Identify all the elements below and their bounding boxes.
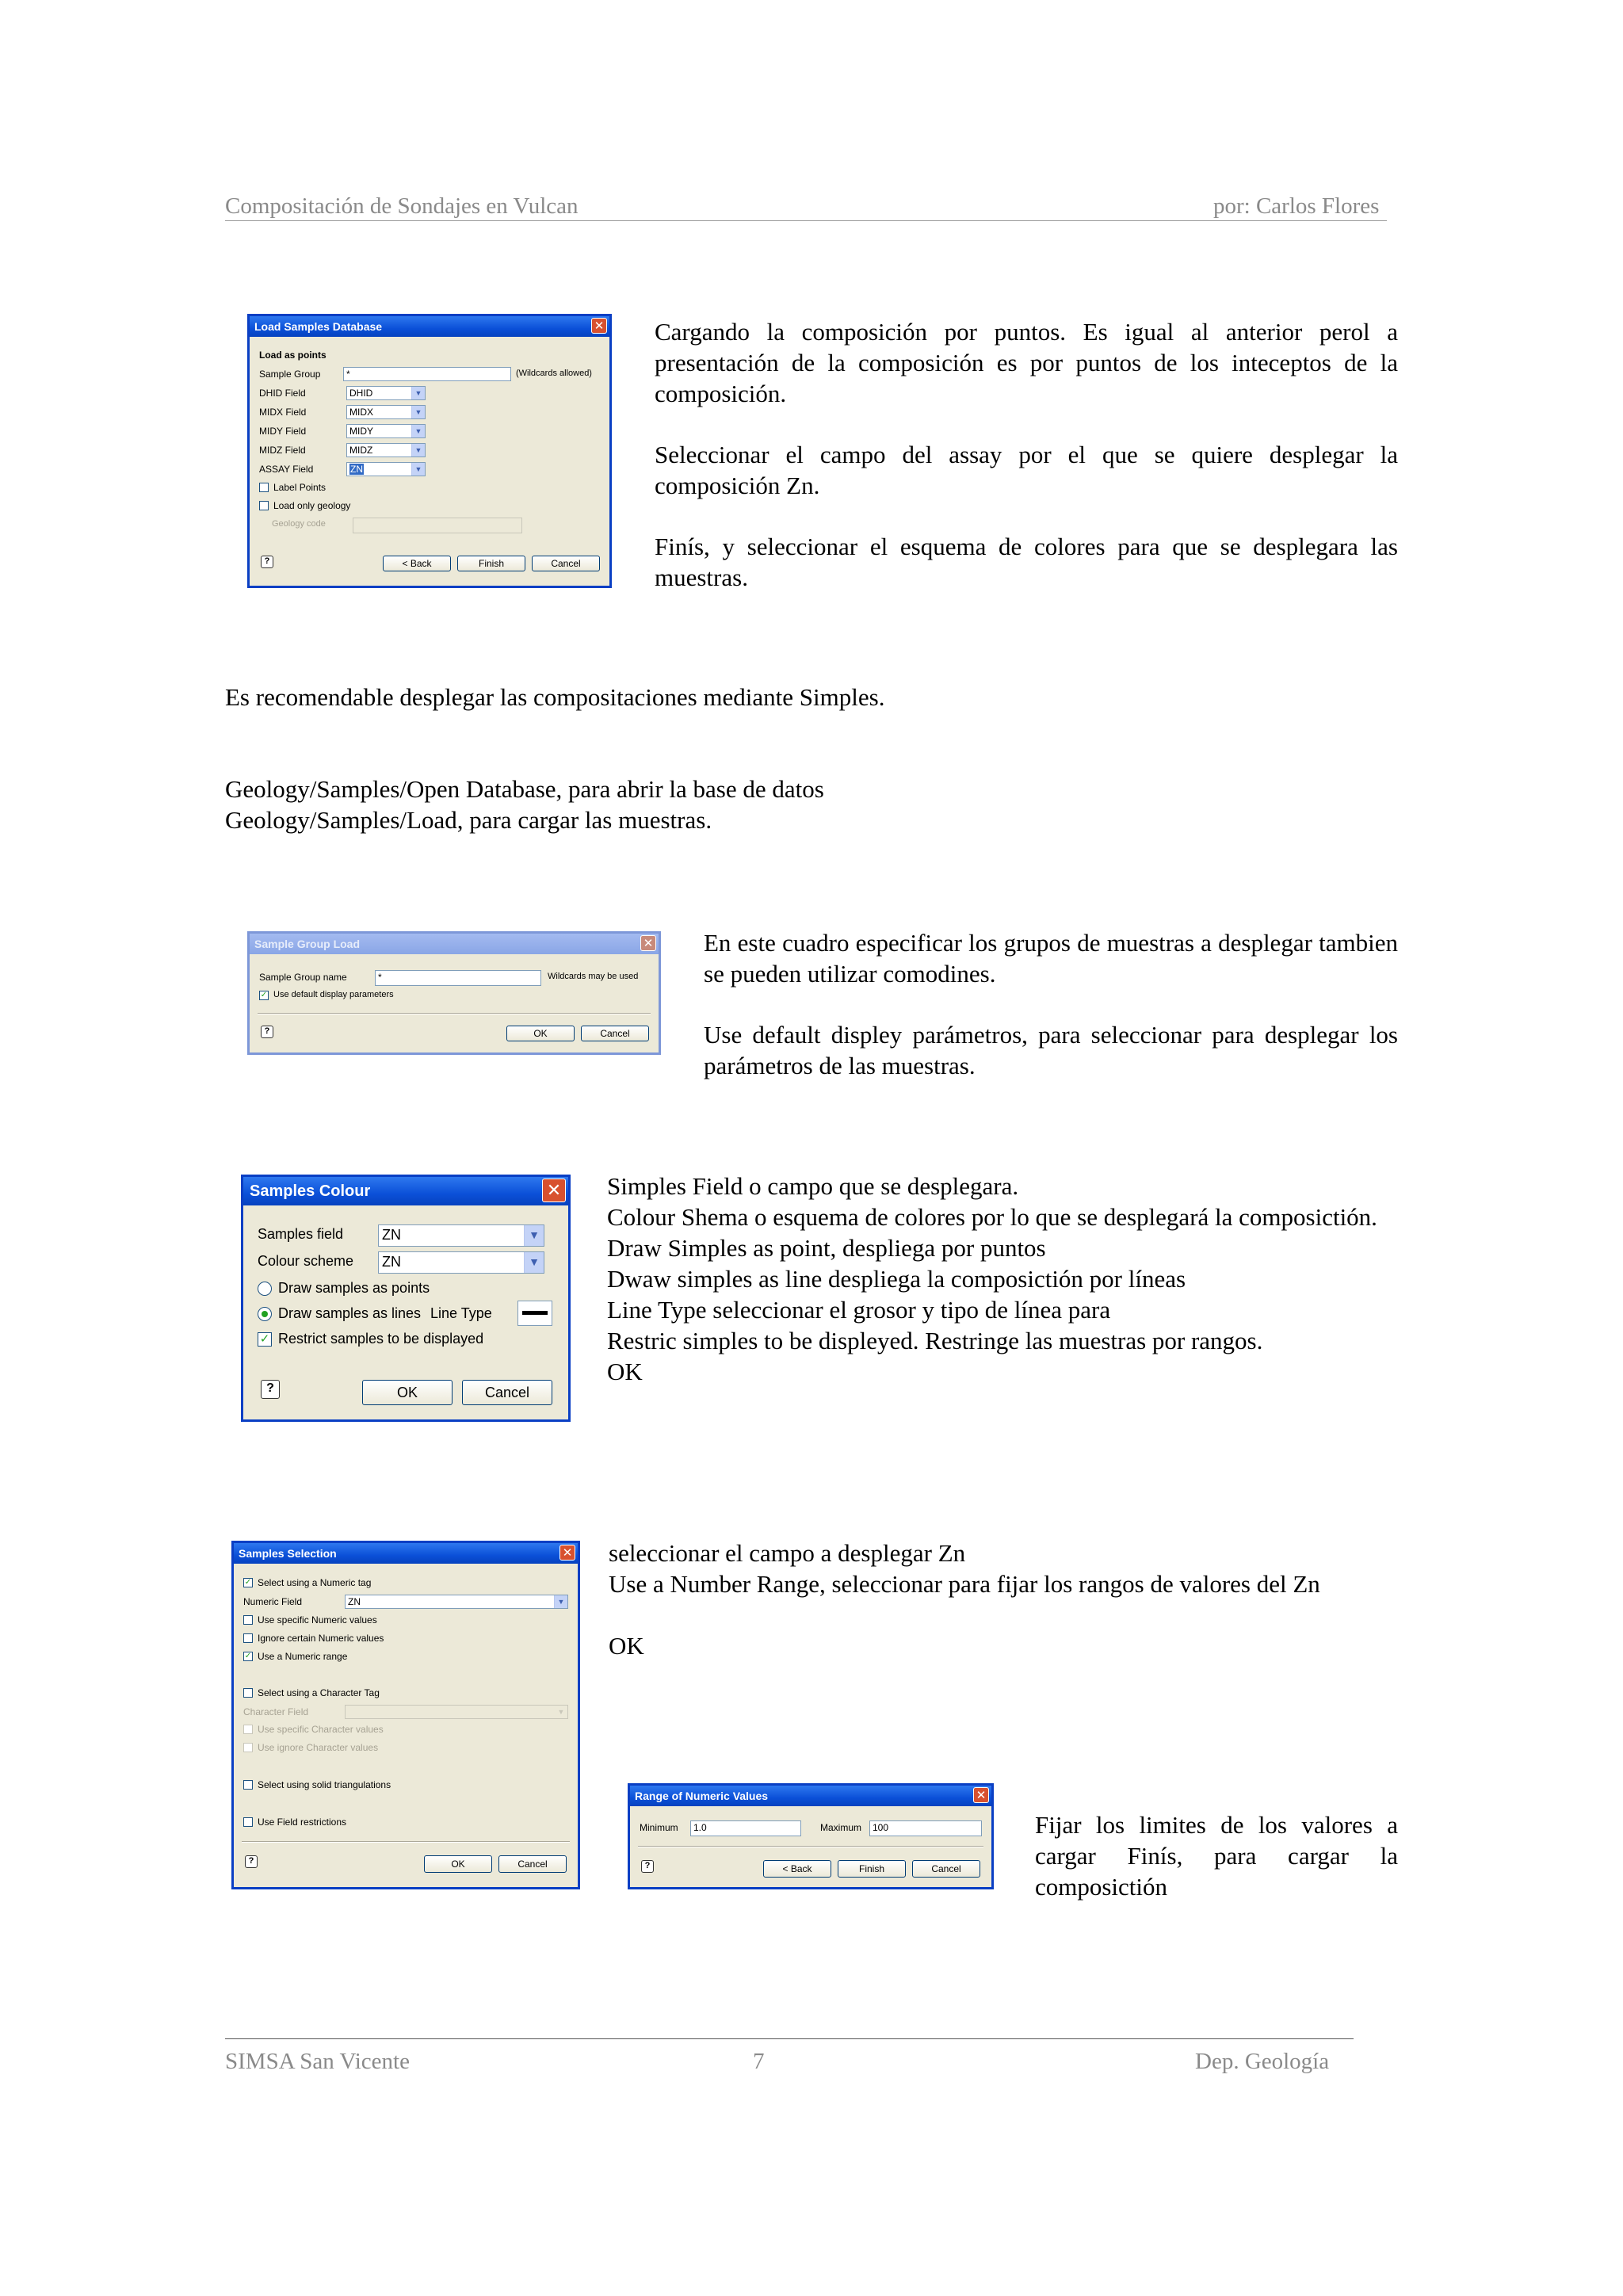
paragraph: Finís, y seleccionar el esquema de colores para que se desplegara las muestras. bbox=[655, 533, 1398, 591]
field-restrictions-checkbox[interactable] bbox=[243, 1817, 253, 1827]
help-icon[interactable]: ? bbox=[641, 1860, 654, 1873]
midy-field-select[interactable] bbox=[346, 424, 426, 438]
section1-text bbox=[655, 316, 1398, 593]
character-tag-label: Select using a Character Tag bbox=[258, 1687, 380, 1698]
field-restrictions-label: Use Field restrictions bbox=[258, 1817, 347, 1828]
select-value: MIDZ bbox=[349, 445, 373, 456]
assay-field-select[interactable] bbox=[346, 462, 426, 476]
header-title: Compositación de Sondajes en Vulcan bbox=[225, 193, 579, 219]
specific-character-checkbox bbox=[243, 1725, 253, 1734]
load-only-geology-label: Load only geology bbox=[273, 500, 351, 511]
dialog-title: Sample Group Load bbox=[254, 938, 361, 950]
numeric-range-checkbox[interactable]: ✓ bbox=[244, 1652, 252, 1660]
field-label-assay: ASSAY Field bbox=[259, 464, 314, 475]
minimum-label: Minimum bbox=[640, 1822, 678, 1833]
cancel-button[interactable]: Cancel bbox=[581, 1026, 649, 1041]
draw-as-points-label: Draw samples as points bbox=[278, 1280, 430, 1296]
section4-text bbox=[609, 1538, 1320, 1661]
field-label-dhid: DHID Field bbox=[259, 388, 306, 399]
numeric-tag-label: Select using a Numeric tag bbox=[258, 1577, 372, 1588]
chevron-down-icon[interactable]: ▼ bbox=[524, 1252, 544, 1273]
solid-triangulations-checkbox[interactable] bbox=[243, 1780, 253, 1790]
help-icon[interactable]: ? bbox=[261, 556, 273, 568]
section3-text bbox=[607, 1171, 1398, 1387]
restrict-samples-label: Restrict samples to be displayed bbox=[278, 1331, 484, 1347]
footer-company: SIMSA San Vicente bbox=[225, 2049, 410, 2074]
numeric-tag-checkbox[interactable]: ✓ bbox=[244, 1578, 252, 1587]
help-icon[interactable]: ? bbox=[245, 1855, 258, 1868]
dialog-titlebar[interactable] bbox=[250, 316, 609, 337]
back-button[interactable]: < Back bbox=[383, 556, 451, 571]
paragraph: Use a Number Range, seleccionar para fijar los rangos de valores del Zn bbox=[609, 1570, 1320, 1598]
character-field-label: Character Field bbox=[243, 1706, 309, 1717]
chevron-down-icon: ▼ bbox=[554, 1706, 567, 1718]
cancel-button[interactable]: Cancel bbox=[462, 1380, 552, 1405]
sample-group-name-label: Sample Group name bbox=[259, 972, 347, 983]
label-points-label: Label Points bbox=[273, 482, 327, 493]
dialog-titlebar[interactable] bbox=[250, 934, 659, 954]
colour-scheme-select[interactable] bbox=[378, 1251, 544, 1274]
select-value: DHID bbox=[349, 388, 373, 399]
dialog-title: Samples Selection bbox=[239, 1547, 337, 1560]
close-icon[interactable]: ✕ bbox=[640, 935, 656, 951]
page-footer bbox=[225, 2038, 1354, 2074]
draw-as-lines-radio[interactable] bbox=[258, 1307, 272, 1321]
dhid-field-select[interactable] bbox=[346, 386, 426, 400]
select-value: ZN bbox=[350, 464, 363, 475]
maximum-label: Maximum bbox=[820, 1822, 862, 1833]
dialog-title: Range of Numeric Values bbox=[635, 1790, 769, 1802]
paragraph: OK bbox=[609, 1632, 644, 1660]
section-label: Load as points bbox=[259, 350, 327, 361]
specific-numeric-label: Use specific Numeric values bbox=[258, 1614, 377, 1626]
line-type-label: Line Type bbox=[430, 1305, 492, 1321]
range-numeric-values-dialog bbox=[628, 1783, 994, 1889]
paragraph: Line Type seleccionar el grosor y tipo de línea para bbox=[607, 1296, 1111, 1324]
paragraph: Use default displey parámetros, para seleccionar para desplegar los parámetros de las muestras. bbox=[704, 1021, 1398, 1079]
paragraph: En este cuadro especificar los grupos de muestras a desplegar tambien se pueden utilizar comodines. bbox=[704, 929, 1398, 988]
close-icon[interactable]: ✕ bbox=[591, 318, 607, 334]
load-samples-database-dialog bbox=[247, 314, 612, 588]
paragraph: Cargando la composición por puntos. Es igual al anterior perol a presentación de la composición es por puntos de los inteceptos de la composición. bbox=[655, 318, 1398, 407]
intro-line-3: Geology/Samples/Load, para cargar las muestras. bbox=[225, 806, 712, 834]
help-icon[interactable]: ? bbox=[261, 1026, 273, 1038]
footer-department: Dep. Geología bbox=[1195, 2049, 1330, 2074]
colour-scheme-label: Colour scheme bbox=[258, 1253, 354, 1269]
sample-group-name-input[interactable]: * bbox=[375, 970, 541, 986]
dialog-titlebar[interactable] bbox=[630, 1786, 991, 1806]
separator bbox=[242, 1841, 570, 1843]
paragraph: Simples Field o campo que se desplegara. bbox=[607, 1172, 1019, 1200]
field-label-midx: MIDX Field bbox=[259, 407, 307, 418]
chevron-down-icon[interactable]: ▼ bbox=[411, 387, 425, 399]
maximum-input[interactable]: 100 bbox=[869, 1820, 982, 1836]
intro-line-1: Es recomendable desplegar las compositaciones mediante Simples. bbox=[225, 683, 885, 711]
paragraph: Dwaw simples as line despliega la composictión por líneas bbox=[607, 1265, 1186, 1293]
field-label-midz: MIDZ Field bbox=[259, 445, 306, 456]
specific-numeric-checkbox[interactable] bbox=[243, 1615, 253, 1625]
chevron-down-icon[interactable]: ▼ bbox=[554, 1595, 567, 1608]
line-type-swatch[interactable] bbox=[517, 1301, 552, 1326]
use-default-display-checkbox[interactable]: ✓ bbox=[260, 991, 268, 999]
numeric-field-label: Numeric Field bbox=[243, 1596, 303, 1607]
ok-button[interactable]: OK bbox=[424, 1855, 492, 1873]
samples-field-select[interactable] bbox=[378, 1224, 544, 1247]
select-value: MIDY bbox=[349, 426, 373, 437]
dialog-title: Samples Colour bbox=[250, 1182, 371, 1200]
select-value: ZN bbox=[348, 1596, 361, 1607]
ignore-character-checkbox bbox=[243, 1743, 253, 1752]
dialog-titlebar[interactable] bbox=[243, 1177, 568, 1205]
sample-group-load-dialog bbox=[247, 931, 661, 1055]
finish-button[interactable]: Finish bbox=[838, 1860, 906, 1878]
character-tag-checkbox[interactable] bbox=[243, 1688, 253, 1698]
geology-code-input bbox=[353, 518, 522, 533]
field-label-midy: MIDY Field bbox=[259, 426, 307, 437]
cancel-button[interactable]: Cancel bbox=[498, 1855, 567, 1873]
paragraph: OK bbox=[607, 1358, 643, 1385]
help-icon[interactable]: ? bbox=[261, 1380, 280, 1399]
draw-as-points-radio[interactable] bbox=[258, 1282, 272, 1296]
specific-character-label: Use specific Character values bbox=[258, 1724, 384, 1735]
back-button[interactable]: < Back bbox=[763, 1860, 831, 1878]
midz-field-select[interactable] bbox=[346, 443, 426, 457]
ignore-numeric-checkbox[interactable] bbox=[243, 1633, 253, 1643]
line-sample-icon bbox=[522, 1311, 548, 1315]
paragraph: Draw Simples as point, despliega por puntos bbox=[607, 1234, 1046, 1262]
solid-triangulations-label: Select using solid triangulations bbox=[258, 1779, 391, 1790]
page-number: 7 bbox=[753, 2049, 765, 2074]
dialog-title: Load Samples Database bbox=[254, 320, 383, 333]
cancel-button[interactable]: Cancel bbox=[532, 556, 600, 571]
ignore-numeric-label: Ignore certain Numeric values bbox=[258, 1633, 384, 1644]
ignore-character-label: Use ignore Character values bbox=[258, 1742, 379, 1753]
use-default-display-label: Use default display parameters bbox=[273, 990, 394, 999]
label-points-checkbox[interactable] bbox=[259, 483, 269, 492]
select-value: ZN bbox=[382, 1254, 401, 1270]
load-only-geology-checkbox[interactable] bbox=[259, 501, 269, 510]
draw-as-lines-label: Draw samples as lines bbox=[278, 1305, 422, 1321]
sample-group-label: Sample Group bbox=[259, 369, 321, 380]
sample-group-input[interactable]: * bbox=[343, 367, 511, 381]
chevron-down-icon[interactable]: ▼ bbox=[411, 406, 425, 418]
header-author: por: Carlos Flores bbox=[1213, 193, 1380, 219]
cancel-button[interactable]: Cancel bbox=[912, 1860, 980, 1878]
numeric-range-label: Use a Numeric range bbox=[258, 1651, 348, 1662]
chevron-down-icon[interactable]: ▼ bbox=[411, 463, 425, 476]
chevron-down-icon[interactable]: ▼ bbox=[411, 444, 425, 457]
paragraph: Seleccionar el campo del assay por el que se quiere desplegar la composición Zn. bbox=[655, 441, 1398, 499]
finish-button[interactable]: Finish bbox=[457, 556, 525, 571]
restrict-samples-checkbox[interactable]: ✓ bbox=[258, 1332, 272, 1347]
geology-code-label: Geology code bbox=[272, 519, 326, 529]
chevron-down-icon[interactable]: ▼ bbox=[524, 1225, 544, 1246]
separator bbox=[258, 1013, 651, 1014]
paragraph: seleccionar el campo a desplegar Zn bbox=[609, 1539, 966, 1567]
paragraph: Colour Shema o esquema de colores por lo que se desplegará la composictión. bbox=[607, 1203, 1377, 1231]
character-field-select bbox=[345, 1705, 568, 1719]
close-icon[interactable]: ✕ bbox=[542, 1179, 566, 1202]
samples-field-label: Samples field bbox=[258, 1226, 344, 1242]
ok-button[interactable]: OK bbox=[506, 1026, 575, 1041]
dialog-titlebar[interactable] bbox=[234, 1543, 578, 1564]
close-icon[interactable]: ✕ bbox=[973, 1787, 989, 1803]
close-icon[interactable]: ✕ bbox=[559, 1545, 575, 1561]
select-value: ZN bbox=[382, 1227, 401, 1243]
section2-text bbox=[704, 927, 1398, 1081]
radio-selected-dot bbox=[262, 1311, 268, 1317]
wildcards-note: Wildcards may be used bbox=[548, 972, 639, 981]
paragraph: Restric simples to be displeyed. Restringe las muestras por rangos. bbox=[607, 1327, 1263, 1354]
select-value: MIDX bbox=[349, 407, 373, 418]
ok-button[interactable]: OK bbox=[362, 1380, 453, 1405]
wildcards-note: (Wildcards allowed) bbox=[516, 369, 592, 378]
intro-line-2: Geology/Samples/Open Database, para abrir la base de datos bbox=[225, 775, 824, 803]
section4-note: Fijar los limites de los valores a cargar Finís, para cargar la composictión bbox=[1035, 1811, 1398, 1901]
separator bbox=[638, 1846, 983, 1847]
samples-colour-dialog bbox=[241, 1175, 571, 1422]
midx-field-select[interactable] bbox=[346, 405, 426, 419]
chevron-down-icon[interactable]: ▼ bbox=[411, 425, 425, 437]
minimum-input[interactable]: 1.0 bbox=[690, 1820, 801, 1836]
page-header bbox=[225, 192, 1387, 221]
numeric-field-select[interactable] bbox=[345, 1595, 568, 1609]
samples-selection-dialog bbox=[231, 1541, 580, 1889]
